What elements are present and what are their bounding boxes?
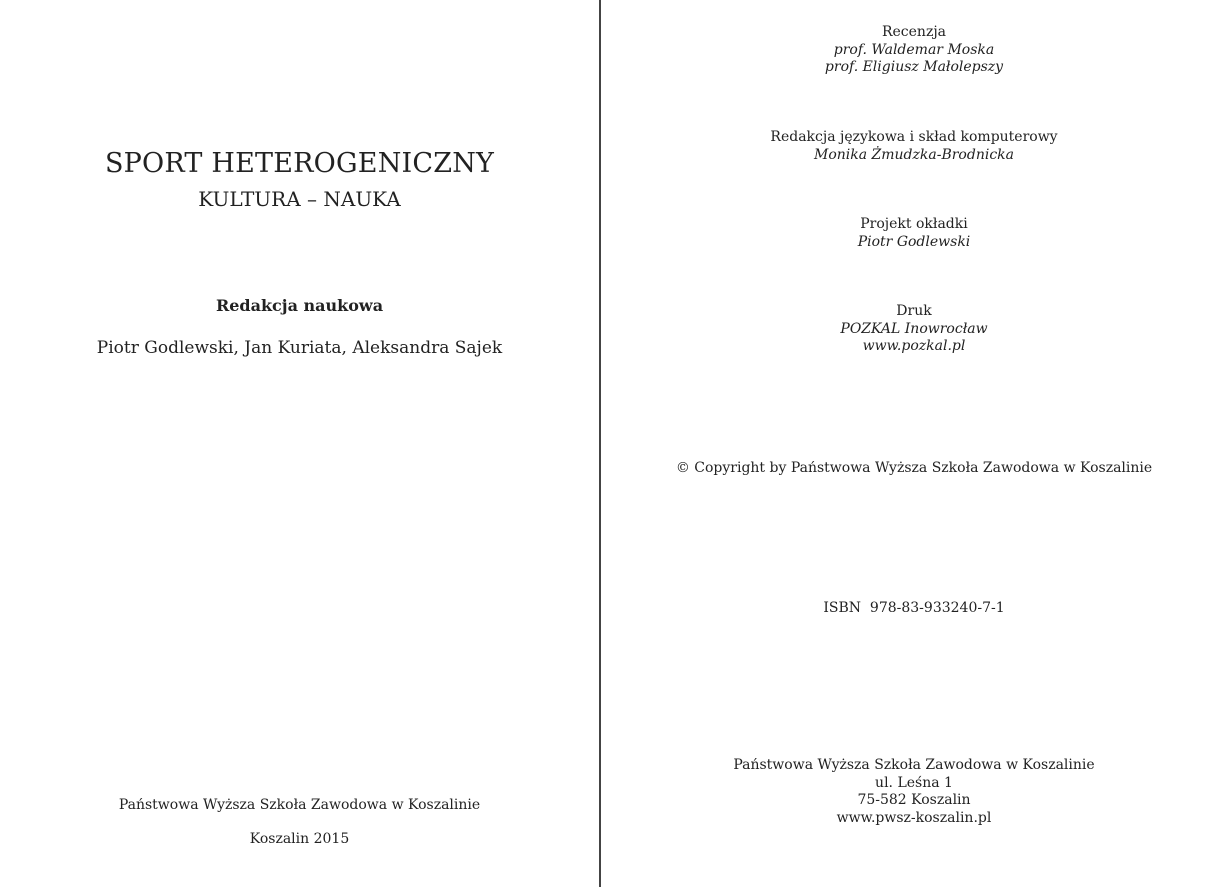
editor-names: Piotr Godlewski, Jan Kuriata, Aleksandra Sajek — [96, 338, 503, 358]
cover-design-block — [602, 216, 1226, 251]
publisher-city: 75-582 Koszalin — [857, 792, 971, 808]
publisher-block — [602, 757, 1226, 827]
book-subtitle: KULTURA – NAUKA — [198, 187, 401, 211]
cover-designer-name: Piotr Godlewski — [857, 233, 971, 250]
review-block — [602, 24, 1226, 77]
print-label: Druk — [896, 303, 932, 319]
reviewer-name: prof. Eligiusz Małolepszy — [824, 59, 1004, 75]
copyright-notice — [602, 460, 1226, 478]
publisher-website: www.pwsz-koszalin.pl — [836, 809, 992, 826]
right-page — [602, 0, 1226, 887]
editing-name: Monika Żmudzka-Brodnicka — [814, 146, 1014, 163]
isbn-block — [602, 600, 1226, 618]
printer-website: www.pozkal.pl — [862, 338, 966, 354]
reviewer-name: prof. Waldemar Moska — [833, 41, 995, 58]
left-page — [0, 0, 599, 887]
footer-institution: Państwowa Wyższa Szkoła Zawodowa w Koszalinie — [118, 797, 481, 813]
print-block — [602, 303, 1226, 356]
copyright-text: © Copyright by Państwowa Wyższa Szkoła Zawodowa w Koszalinie — [675, 460, 1153, 476]
editing-block — [602, 129, 1226, 164]
page-spine-divider — [599, 0, 601, 887]
book-title: SPORT HETEROGENICZNY — [104, 148, 495, 179]
editing-label: Redakcja językowa i skład komputerowy — [770, 129, 1058, 145]
cover-design-label: Projekt okładki — [860, 216, 968, 232]
publisher-name: Państwowa Wyższa Szkoła Zawodowa w Koszalinie — [733, 757, 1095, 773]
printer-name: POZKAL Inowrocław — [840, 320, 988, 337]
footer-place-year: Koszalin 2015 — [249, 831, 350, 847]
isbn-text: ISBN 978-83-933240-7-1 — [823, 600, 1005, 616]
review-label: Recenzja — [881, 24, 947, 40]
publisher-street: ul. Leśna 1 — [875, 774, 953, 791]
editor-heading: Redakcja naukowa — [215, 296, 384, 315]
